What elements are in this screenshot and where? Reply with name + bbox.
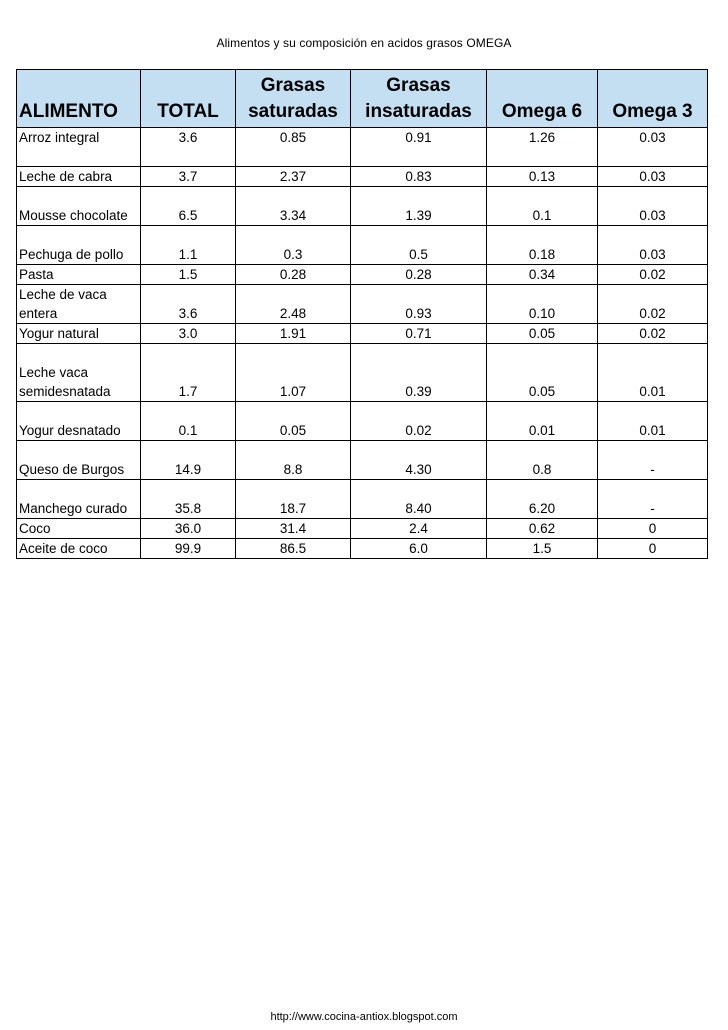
cell-omega6: 0.62 bbox=[487, 519, 598, 539]
header-omega6: Omega 6 bbox=[487, 70, 598, 128]
table-header-row bbox=[17, 70, 708, 128]
table-row bbox=[17, 539, 708, 559]
cell-saturadas: 0.05 bbox=[236, 402, 351, 441]
header-total: TOTAL bbox=[141, 70, 236, 128]
cell-insaturadas: 2.4 bbox=[351, 519, 487, 539]
footer-url: http://www.cocina-antiox.blogspot.com bbox=[270, 1011, 458, 1023]
cell-insaturadas: 8.40 bbox=[351, 480, 487, 519]
cell-omega6: 0.10 bbox=[487, 285, 598, 324]
table-row bbox=[17, 324, 708, 344]
cell-total: 1.1 bbox=[141, 226, 236, 265]
cell-omega6: 1.5 bbox=[487, 539, 598, 559]
cell-alimento: Pasta bbox=[17, 265, 141, 285]
cell-omega6: 0.8 bbox=[487, 441, 598, 480]
cell-alimento: Mousse chocolate bbox=[17, 187, 141, 226]
cell-omega3: 0.02 bbox=[598, 285, 708, 324]
cell-total: 35.8 bbox=[141, 480, 236, 519]
cell-omega3: 0.02 bbox=[598, 324, 708, 344]
cell-insaturadas: 6.0 bbox=[351, 539, 487, 559]
table-row bbox=[17, 167, 708, 187]
cell-total: 1.7 bbox=[141, 344, 236, 402]
page-title: Alimentos y su composición en acidos grasos OMEGA bbox=[216, 36, 512, 50]
cell-omega6: 0.13 bbox=[487, 167, 598, 187]
cell-omega3: 0.03 bbox=[598, 187, 708, 226]
cell-total: 3.6 bbox=[141, 128, 236, 167]
cell-insaturadas: 1.39 bbox=[351, 187, 487, 226]
cell-alimento: Yogur natural bbox=[17, 324, 141, 344]
table-row bbox=[17, 402, 708, 441]
cell-omega3: - bbox=[598, 480, 708, 519]
cell-omega3: - bbox=[598, 441, 708, 480]
cell-saturadas: 0.28 bbox=[236, 265, 351, 285]
cell-total: 14.9 bbox=[141, 441, 236, 480]
table-row bbox=[17, 344, 708, 402]
header-insaturadas: Grasas insaturadas bbox=[351, 70, 487, 128]
table-row bbox=[17, 187, 708, 226]
cell-alimento: Pechuga de pollo bbox=[17, 226, 141, 265]
cell-saturadas: 2.37 bbox=[236, 167, 351, 187]
table-row bbox=[17, 226, 708, 265]
cell-total: 1.5 bbox=[141, 265, 236, 285]
table-row bbox=[17, 519, 708, 539]
header-saturadas: Grasas saturadas bbox=[236, 70, 351, 128]
cell-alimento: Queso de Burgos bbox=[17, 441, 141, 480]
cell-omega3: 0.01 bbox=[598, 402, 708, 441]
cell-insaturadas: 0.91 bbox=[351, 128, 487, 167]
cell-insaturadas: 0.93 bbox=[351, 285, 487, 324]
cell-alimento: Yogur desnatado bbox=[17, 402, 141, 441]
cell-saturadas: 1.91 bbox=[236, 324, 351, 344]
cell-omega3: 0 bbox=[598, 519, 708, 539]
cell-saturadas: 2.48 bbox=[236, 285, 351, 324]
cell-omega3: 0.03 bbox=[598, 226, 708, 265]
table-row bbox=[17, 285, 708, 324]
cell-omega3: 0 bbox=[598, 539, 708, 559]
cell-omega3: 0.03 bbox=[598, 167, 708, 187]
cell-insaturadas: 0.39 bbox=[351, 344, 487, 402]
cell-omega6: 0.34 bbox=[487, 265, 598, 285]
cell-saturadas: 0.85 bbox=[236, 128, 351, 167]
cell-saturadas: 31.4 bbox=[236, 519, 351, 539]
cell-omega6: 6.20 bbox=[487, 480, 598, 519]
table-row bbox=[17, 480, 708, 519]
table-row bbox=[17, 441, 708, 480]
cell-alimento: Coco bbox=[17, 519, 141, 539]
cell-total: 3.6 bbox=[141, 285, 236, 324]
cell-total: 3.0 bbox=[141, 324, 236, 344]
cell-saturadas: 3.34 bbox=[236, 187, 351, 226]
cell-insaturadas: 4.30 bbox=[351, 441, 487, 480]
cell-saturadas: 1.07 bbox=[236, 344, 351, 402]
cell-total: 0.1 bbox=[141, 402, 236, 441]
cell-saturadas: 18.7 bbox=[236, 480, 351, 519]
cell-omega6: 1.26 bbox=[487, 128, 598, 167]
cell-total: 3.7 bbox=[141, 167, 236, 187]
cell-saturadas: 0.3 bbox=[236, 226, 351, 265]
cell-omega3: 0.02 bbox=[598, 265, 708, 285]
cell-saturadas: 8.8 bbox=[236, 441, 351, 480]
cell-omega3: 0.03 bbox=[598, 128, 708, 167]
cell-omega6: 0.18 bbox=[487, 226, 598, 265]
cell-omega6: 0.1 bbox=[487, 187, 598, 226]
cell-omega6: 0.01 bbox=[487, 402, 598, 441]
cell-alimento: Leche de cabra bbox=[17, 167, 141, 187]
cell-saturadas: 86.5 bbox=[236, 539, 351, 559]
cell-total: 36.0 bbox=[141, 519, 236, 539]
cell-insaturadas: 0.71 bbox=[351, 324, 487, 344]
header-alimento: ALIMENTO bbox=[17, 70, 141, 128]
table-row bbox=[17, 265, 708, 285]
header-omega3: Omega 3 bbox=[598, 70, 708, 128]
cell-omega6: 0.05 bbox=[487, 324, 598, 344]
cell-insaturadas: 0.02 bbox=[351, 402, 487, 441]
cell-insaturadas: 0.5 bbox=[351, 226, 487, 265]
cell-omega3: 0.01 bbox=[598, 344, 708, 402]
cell-insaturadas: 0.83 bbox=[351, 167, 487, 187]
cell-omega6: 0.05 bbox=[487, 344, 598, 402]
cell-insaturadas: 0.28 bbox=[351, 265, 487, 285]
cell-alimento: Aceite de coco bbox=[17, 539, 141, 559]
cell-alimento: Arroz integral bbox=[17, 128, 141, 167]
cell-alimento: Manchego curado bbox=[17, 480, 141, 519]
table-row bbox=[17, 128, 708, 167]
cell-total: 6.5 bbox=[141, 187, 236, 226]
cell-alimento: Leche vaca semidesnatada bbox=[17, 344, 141, 402]
cell-alimento: Leche de vaca entera bbox=[17, 285, 141, 324]
cell-total: 99.9 bbox=[141, 539, 236, 559]
fatty-acid-table bbox=[16, 69, 708, 559]
